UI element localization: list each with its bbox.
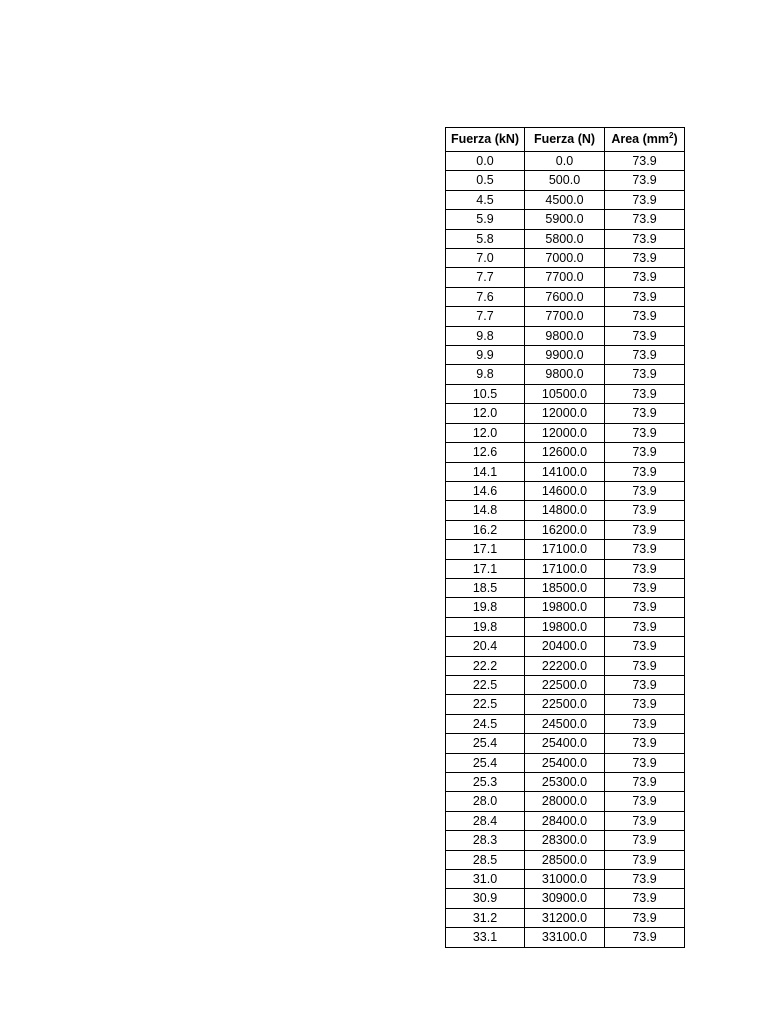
- cell-fuerza-kn: 10.5: [446, 384, 525, 403]
- cell-fuerza-kn: 22.5: [446, 695, 525, 714]
- cell-fuerza-kn: 17.1: [446, 540, 525, 559]
- cell-fuerza-kn: 24.5: [446, 714, 525, 733]
- cell-fuerza-kn: 12.0: [446, 423, 525, 442]
- table-row: [446, 443, 685, 462]
- cell-fuerza-kn: 18.5: [446, 578, 525, 597]
- table-row: [446, 559, 685, 578]
- cell-area: 73.9: [605, 171, 685, 190]
- header-area-superscript: 2: [669, 130, 674, 140]
- cell-fuerza-kn: 12.6: [446, 443, 525, 462]
- cell-area: 73.9: [605, 210, 685, 229]
- cell-fuerza-kn: 9.8: [446, 365, 525, 384]
- cell-fuerza-n: 9900.0: [525, 346, 605, 365]
- table-row: [446, 811, 685, 830]
- cell-fuerza-kn: 16.2: [446, 520, 525, 539]
- cell-area: 73.9: [605, 540, 685, 559]
- cell-fuerza-kn: 22.2: [446, 656, 525, 675]
- cell-area: 73.9: [605, 637, 685, 656]
- cell-fuerza-kn: 28.4: [446, 811, 525, 830]
- cell-fuerza-kn: 28.3: [446, 831, 525, 850]
- cell-fuerza-n: 30900.0: [525, 889, 605, 908]
- cell-fuerza-n: 7700.0: [525, 268, 605, 287]
- cell-fuerza-n: 20400.0: [525, 637, 605, 656]
- cell-fuerza-kn: 25.3: [446, 773, 525, 792]
- table-row: [446, 481, 685, 500]
- table-row: [446, 714, 685, 733]
- table-row: [446, 520, 685, 539]
- table-row: [446, 365, 685, 384]
- cell-fuerza-n: 12000.0: [525, 404, 605, 423]
- table-row: [446, 404, 685, 423]
- cell-area: 73.9: [605, 190, 685, 209]
- cell-fuerza-kn: 4.5: [446, 190, 525, 209]
- cell-fuerza-kn: 22.5: [446, 675, 525, 694]
- cell-fuerza-kn: 7.6: [446, 287, 525, 306]
- table-row: [446, 249, 685, 268]
- table-row: [446, 656, 685, 675]
- cell-fuerza-kn: 28.0: [446, 792, 525, 811]
- cell-area: 73.9: [605, 501, 685, 520]
- cell-fuerza-n: 12000.0: [525, 423, 605, 442]
- table-row: [446, 346, 685, 365]
- cell-fuerza-n: 5800.0: [525, 229, 605, 248]
- cell-fuerza-kn: 20.4: [446, 637, 525, 656]
- table-row: [446, 792, 685, 811]
- cell-fuerza-kn: 14.6: [446, 481, 525, 500]
- cell-fuerza-kn: 19.8: [446, 617, 525, 636]
- cell-area: 73.9: [605, 753, 685, 772]
- table-row: [446, 598, 685, 617]
- cell-fuerza-n: 28500.0: [525, 850, 605, 869]
- cell-area: 73.9: [605, 326, 685, 345]
- cell-area: 73.9: [605, 908, 685, 927]
- cell-area: 73.9: [605, 792, 685, 811]
- cell-fuerza-n: 25300.0: [525, 773, 605, 792]
- table-row: [446, 850, 685, 869]
- cell-area: 73.9: [605, 656, 685, 675]
- cell-area: 73.9: [605, 481, 685, 500]
- cell-fuerza-n: 28000.0: [525, 792, 605, 811]
- cell-area: 73.9: [605, 559, 685, 578]
- cell-fuerza-kn: 7.7: [446, 268, 525, 287]
- cell-fuerza-n: 10500.0: [525, 384, 605, 403]
- table-row: [446, 870, 685, 889]
- cell-fuerza-n: 28400.0: [525, 811, 605, 830]
- table-row: [446, 384, 685, 403]
- table-row: [446, 637, 685, 656]
- cell-fuerza-kn: 25.4: [446, 753, 525, 772]
- cell-area: 73.9: [605, 423, 685, 442]
- cell-fuerza-n: 22500.0: [525, 675, 605, 694]
- table-row: [446, 307, 685, 326]
- table-row: [446, 928, 685, 947]
- cell-fuerza-n: 22200.0: [525, 656, 605, 675]
- cell-fuerza-kn: 5.9: [446, 210, 525, 229]
- cell-area: 73.9: [605, 773, 685, 792]
- table-row: [446, 617, 685, 636]
- cell-area: 73.9: [605, 850, 685, 869]
- cell-area: 73.9: [605, 578, 685, 597]
- cell-fuerza-n: 25400.0: [525, 753, 605, 772]
- cell-fuerza-kn: 7.0: [446, 249, 525, 268]
- table-row: [446, 326, 685, 345]
- cell-fuerza-kn: 25.4: [446, 734, 525, 753]
- cell-fuerza-n: 5900.0: [525, 210, 605, 229]
- cell-fuerza-kn: 14.1: [446, 462, 525, 481]
- cell-area: 73.9: [605, 152, 685, 171]
- cell-fuerza-kn: 9.9: [446, 346, 525, 365]
- cell-area: 73.9: [605, 229, 685, 248]
- header-area-close: ): [673, 132, 678, 146]
- cell-area: 73.9: [605, 928, 685, 947]
- table-body: [446, 152, 685, 948]
- cell-fuerza-n: 7600.0: [525, 287, 605, 306]
- header-fuerza-n: Fuerza (N): [525, 128, 605, 152]
- header-area: [605, 128, 685, 152]
- cell-fuerza-n: 17100.0: [525, 540, 605, 559]
- cell-area: 73.9: [605, 520, 685, 539]
- cell-fuerza-n: 17100.0: [525, 559, 605, 578]
- cell-fuerza-n: 7700.0: [525, 307, 605, 326]
- cell-area: 73.9: [605, 714, 685, 733]
- cell-area: 73.9: [605, 384, 685, 403]
- table-row: [446, 501, 685, 520]
- cell-area: 73.9: [605, 307, 685, 326]
- cell-fuerza-n: 31200.0: [525, 908, 605, 927]
- cell-fuerza-kn: 17.1: [446, 559, 525, 578]
- cell-fuerza-n: 12600.0: [525, 443, 605, 462]
- table-row: [446, 423, 685, 442]
- cell-area: 73.9: [605, 811, 685, 830]
- header-area-label: Area (mm: [611, 132, 670, 146]
- table-row: [446, 462, 685, 481]
- cell-fuerza-n: 31000.0: [525, 870, 605, 889]
- cell-fuerza-kn: 0.0: [446, 152, 525, 171]
- cell-fuerza-n: 24500.0: [525, 714, 605, 733]
- cell-area: 73.9: [605, 695, 685, 714]
- cell-fuerza-n: 9800.0: [525, 326, 605, 345]
- cell-area: 73.9: [605, 287, 685, 306]
- cell-fuerza-kn: 5.8: [446, 229, 525, 248]
- cell-fuerza-n: 33100.0: [525, 928, 605, 947]
- table-row: [446, 831, 685, 850]
- cell-fuerza-kn: 0.5: [446, 171, 525, 190]
- table-row: [446, 287, 685, 306]
- cell-fuerza-n: 18500.0: [525, 578, 605, 597]
- cell-area: 73.9: [605, 870, 685, 889]
- table-row: [446, 889, 685, 908]
- cell-fuerza-n: 0.0: [525, 152, 605, 171]
- cell-fuerza-n: 9800.0: [525, 365, 605, 384]
- cell-area: 73.9: [605, 675, 685, 694]
- cell-fuerza-n: 14100.0: [525, 462, 605, 481]
- table-header-row: [446, 128, 685, 152]
- cell-area: 73.9: [605, 889, 685, 908]
- cell-area: 73.9: [605, 462, 685, 481]
- cell-area: 73.9: [605, 249, 685, 268]
- cell-area: 73.9: [605, 404, 685, 423]
- table-row: [446, 190, 685, 209]
- cell-area: 73.9: [605, 831, 685, 850]
- table-row: [446, 734, 685, 753]
- cell-fuerza-n: 14800.0: [525, 501, 605, 520]
- table-row: [446, 753, 685, 772]
- cell-area: 73.9: [605, 598, 685, 617]
- cell-fuerza-n: 19800.0: [525, 617, 605, 636]
- table-row: [446, 268, 685, 287]
- cell-area: 73.9: [605, 365, 685, 384]
- table-row: [446, 152, 685, 171]
- cell-fuerza-kn: 33.1: [446, 928, 525, 947]
- cell-fuerza-kn: 14.8: [446, 501, 525, 520]
- cell-area: 73.9: [605, 346, 685, 365]
- table-row: [446, 229, 685, 248]
- table-row: [446, 540, 685, 559]
- cell-fuerza-kn: 30.9: [446, 889, 525, 908]
- cell-fuerza-kn: 19.8: [446, 598, 525, 617]
- cell-fuerza-kn: 28.5: [446, 850, 525, 869]
- cell-fuerza-kn: 31.2: [446, 908, 525, 927]
- cell-fuerza-kn: 12.0: [446, 404, 525, 423]
- header-fuerza-kn: Fuerza (kN): [446, 128, 525, 152]
- cell-fuerza-n: 22500.0: [525, 695, 605, 714]
- table-row: [446, 695, 685, 714]
- cell-area: 73.9: [605, 268, 685, 287]
- cell-fuerza-n: 500.0: [525, 171, 605, 190]
- table-row: [446, 908, 685, 927]
- cell-area: 73.9: [605, 734, 685, 753]
- cell-fuerza-kn: 7.7: [446, 307, 525, 326]
- cell-area: 73.9: [605, 443, 685, 462]
- cell-fuerza-n: 14600.0: [525, 481, 605, 500]
- cell-fuerza-n: 7000.0: [525, 249, 605, 268]
- cell-fuerza-n: 28300.0: [525, 831, 605, 850]
- table-row: [446, 171, 685, 190]
- cell-fuerza-kn: 9.8: [446, 326, 525, 345]
- table-row: [446, 210, 685, 229]
- cell-fuerza-n: 4500.0: [525, 190, 605, 209]
- table-row: [446, 773, 685, 792]
- table-row: [446, 675, 685, 694]
- cell-fuerza-n: 19800.0: [525, 598, 605, 617]
- force-area-table: [445, 127, 685, 948]
- cell-fuerza-n: 25400.0: [525, 734, 605, 753]
- cell-area: 73.9: [605, 617, 685, 636]
- cell-fuerza-kn: 31.0: [446, 870, 525, 889]
- cell-fuerza-n: 16200.0: [525, 520, 605, 539]
- table-row: [446, 578, 685, 597]
